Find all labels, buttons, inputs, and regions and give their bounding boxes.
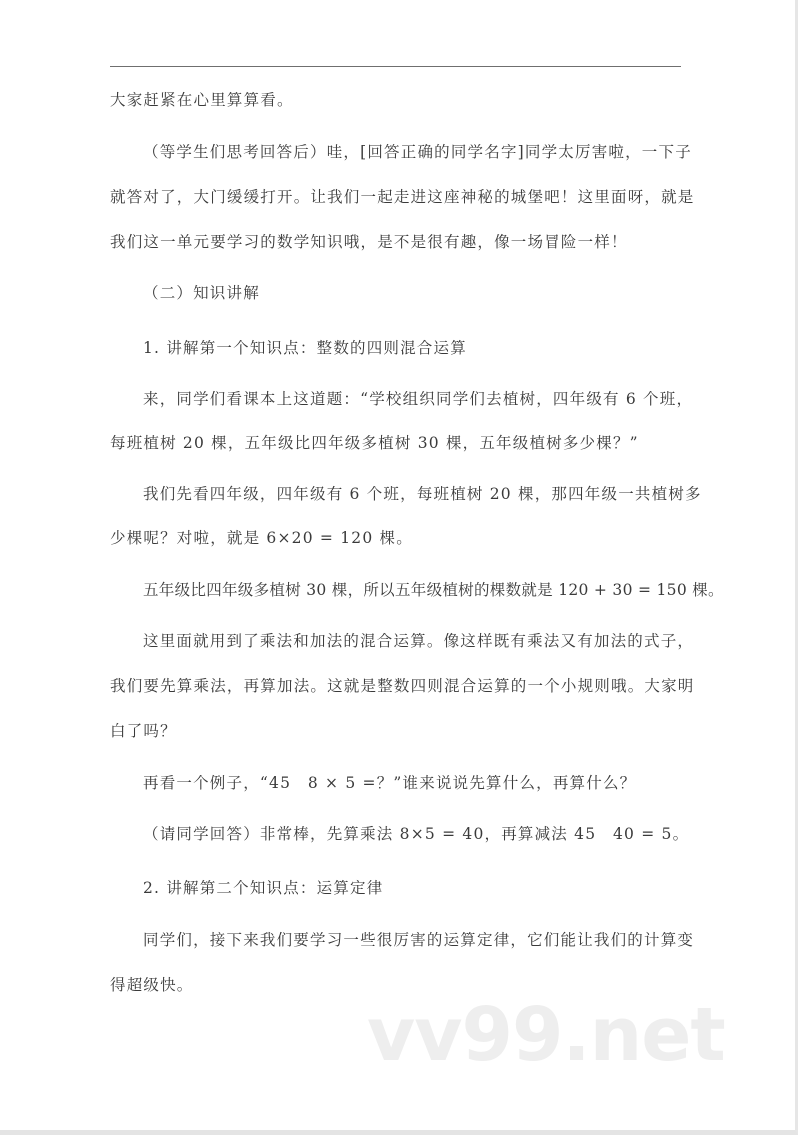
paragraph-line: 少棵呢？对啦，就是 6×20 = 120 棵。	[110, 529, 413, 547]
paragraph-line: 同学们，接下来我们要学习一些很厉害的运算定律，它们能让我们的计算变	[143, 931, 695, 949]
paragraph-line: 我们要先算乘法，再算加法。这就是整数四则混合运算的一个小规则哦。大家明	[110, 677, 695, 695]
paragraph-line: 得超级快。	[110, 976, 194, 994]
paragraph-line: 我们这一单元要学习的数学知识哦，是不是很有趣，像一场冒险一样！	[110, 233, 628, 251]
paragraph-line: 我们先看四年级，四年级有 6 个班，每班植树 20 棵，那四年级一共植树多	[143, 485, 702, 503]
section-heading: （二）知识讲解	[143, 284, 260, 302]
paragraph-line: 就答对了，大门缓缓打开。让我们一起走进这座神秘的城堡吧！这里面呀，就是	[110, 188, 695, 206]
paragraph-line: 大家赶紧在心里算算看。	[110, 91, 294, 109]
paragraph-line: （请同学回答）非常棒，先算乘法 8×5 = 40，再算减法 45 40 = 5。	[143, 825, 690, 843]
paragraph-line: 这里面就用到了乘法和加法的混合运算。像这样既有乘法又有加法的式子，	[143, 632, 695, 650]
header-rule	[110, 66, 681, 67]
paragraph-line: 再看一个例子，“45 8 × 5 =？”谁来说说先算什么，再算什么？	[143, 774, 637, 792]
paragraph-line: 每班植树 20 棵，五年级比四年级多植树 30 棵，五年级植树多少棵？”	[110, 434, 639, 452]
paragraph-line: 白了吗？	[110, 722, 177, 740]
paragraph-line: （等学生们思考回答后）哇，[回答正确的同学名字]同学太厉害啦，一下子	[143, 143, 692, 161]
subsection-heading: 1. 讲解第一个知识点：整数的四则混合运算	[143, 339, 467, 357]
paragraph-line: 来，同学们看课本上这道题：“学校组织同学们去植树，四年级有 6 个班，	[143, 390, 694, 408]
paragraph-line: 五年级比四年级多植树 30 棵，所以五年级植树的棵数就是 120 + 30 = 150 棵。	[143, 581, 724, 599]
subsection-heading: 2. 讲解第二个知识点：运算定律	[143, 879, 384, 897]
watermark: vv99.net	[367, 992, 725, 1078]
